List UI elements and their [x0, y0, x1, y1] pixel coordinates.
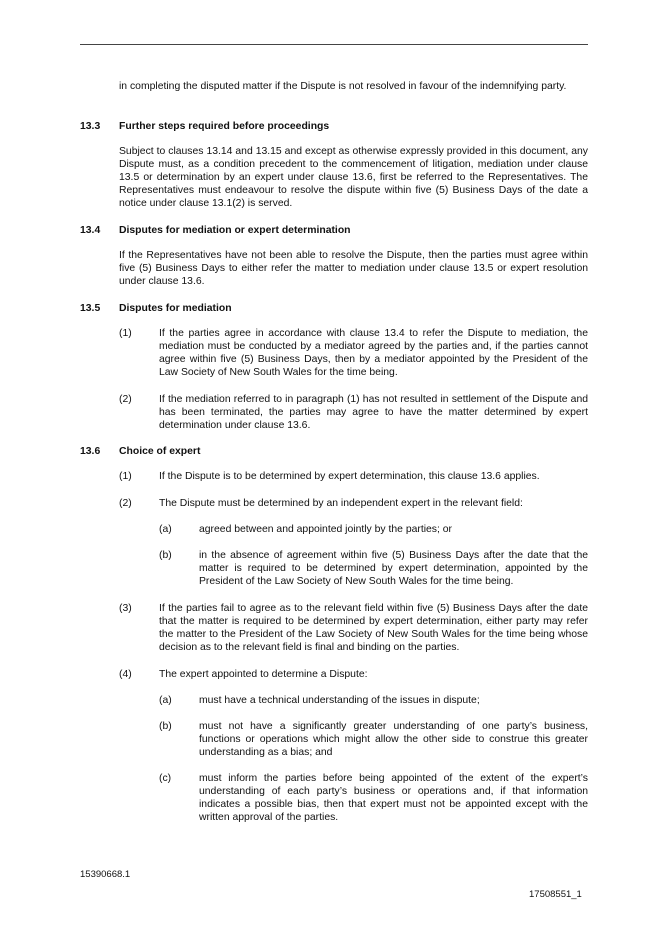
section-13-5-item-1-text: If the parties agree in accordance with clause 13.4 to refer the Dispute to mediation, the mediation must be conducted by a mediator agreed by the parties and, if the parties cannot agree within five (5) Business Days, then by a mediator appointed by the President of the Law Society of New South Wales for the time being.	[159, 328, 588, 378]
section-13-6-item-4-sub-a-text: must have a technical understanding of the issues in dispute;	[199, 695, 480, 706]
section-13-6-item-2-number: (2)	[119, 498, 132, 509]
section-13-6-item-4-sub-b-text: must not have a significantly greater understanding of one party’s business, functions or operations which might allow the other side to construe this greater understanding as a bias; and	[199, 721, 588, 758]
section-13-6-item-2-sub-b-text: in the absence of agreement within five (5) Business Days after the date that the matter is required to be determined by expert determination, appointed by the President of the Law Society of New South Wales for the time being.	[199, 550, 588, 587]
section-13-6-item-3-text: If the parties fail to agree as to the relevant field within five (5) Business Days after the date that the matter is required to be determined by expert determination, either party may refer the matter to the President of the Law Society of New South Wales for the time being whose decision as to the relevant field is final and binding on the parties.	[159, 603, 588, 653]
section-13-3-title: Further steps required before proceedings	[119, 121, 330, 132]
section-13-6-item-4-text: The expert appointed to determine a Dispute:	[159, 669, 368, 680]
section-13-6-item-3-number: (3)	[119, 603, 132, 614]
section-13-5-title: Disputes for mediation	[119, 303, 232, 314]
intro-paragraph: in completing the disputed matter if the Dispute is not resolved in favour of the indemnifying party.	[119, 81, 567, 92]
section-13-6-item-4-number: (4)	[119, 669, 132, 680]
section-13-6-item-4-sub-c-text: must inform the parties before being appointed of the extent of the expert’s understanding of each party’s business or operations and, if that information indicates a possible bias, then that expert must not be appointed except with the written approval of the parties.	[199, 773, 588, 823]
section-13-6-item-2-sub-b-number: (b)	[159, 550, 172, 561]
section-13-6-item-4-sub-c-number: (c)	[159, 773, 172, 784]
section-13-6-number: 13.6	[80, 446, 101, 457]
section-13-6-title: Choice of expert	[119, 446, 201, 457]
section-13-6-item-1-text: If the Dispute is to be determined by expert determination, this clause 13.6 applies.	[159, 471, 540, 482]
section-13-5-number: 13.5	[80, 303, 101, 314]
section-13-6-item-1-number: (1)	[119, 471, 132, 482]
section-13-6-item-2-text: The Dispute must be determined by an independent expert in the relevant field:	[159, 498, 523, 509]
footer-reference-number: 17508551_1	[529, 889, 582, 900]
section-13-5-item-2-text: If the mediation referred to in paragraph (1) has not resulted in settlement of the Dispute and has been terminated, the parties may agree to have the matter determined by expert determination under clause 13.6.	[159, 394, 588, 431]
section-13-4-number: 13.4	[80, 225, 101, 236]
section-13-6-item-4-sub-b-number: (b)	[159, 721, 172, 732]
section-13-6-item-2-sub-a-text: agreed between and appointed jointly by the parties; or	[199, 524, 453, 535]
section-13-3-number: 13.3	[80, 121, 101, 132]
footer-document-number: 15390668.1	[80, 869, 131, 880]
header-rule	[80, 44, 588, 45]
section-13-5-item-2-number: (2)	[119, 394, 132, 405]
section-13-5-item-1-number: (1)	[119, 328, 132, 339]
section-13-4-title: Disputes for mediation or expert determination	[119, 225, 351, 236]
section-13-6-item-4-sub-a-number: (a)	[159, 695, 172, 706]
section-13-3-body: Subject to clauses 13.14 and 13.15 and except as otherwise expressly provided in this document, any Dispute must, as a condition precedent to the commencement of litigation, mediation under clause 13.5 or determination by an expert under clause 13.6, first be referred to the Representatives. The Representatives must endeavour to resolve the dispute within five (5) Business Days of the date a notice under clause 13.1(2) is served.	[119, 146, 588, 209]
section-13-6-item-2-sub-a-number: (a)	[159, 524, 172, 535]
section-13-4-body: If the Representatives have not been able to resolve the Dispute, then the parties must agree within five (5) Business Days to either refer the matter to mediation under clause 13.5 or expert resolution under clause 13.6.	[119, 250, 588, 287]
